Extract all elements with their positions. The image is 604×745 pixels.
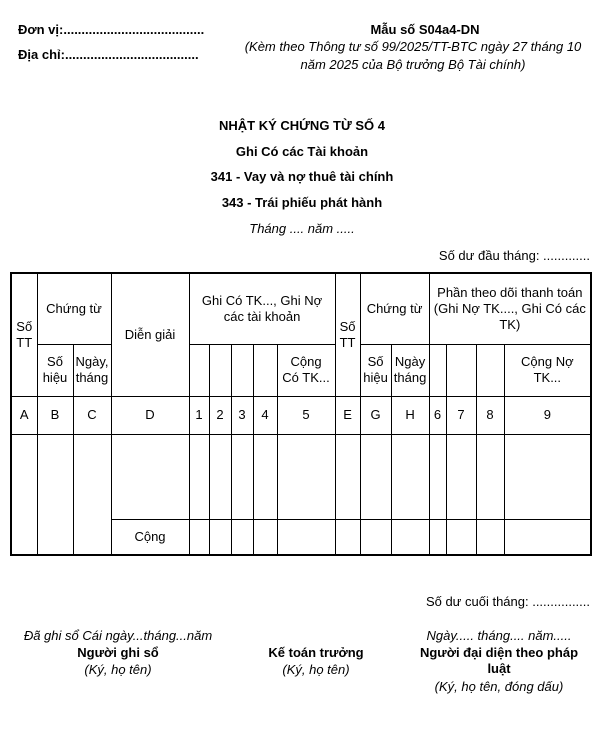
code-cell: 6 [429,396,446,434]
code-cell: D [111,396,189,434]
body-cell [231,434,253,519]
code-cell: 3 [231,396,253,434]
total-cell [277,519,335,555]
header-cong-no: Cộng Nợ TK... [504,344,591,396]
body-cell [360,434,391,519]
code-cell: B [37,396,73,434]
header-so-hieu: Số hiệu [37,344,73,396]
address-label: Địa chỉ:..................................... [18,47,199,62]
header-blank-1 [189,344,209,396]
body-cell [73,434,111,555]
total-cell [391,519,429,555]
body-cell [391,434,429,519]
code-cell: A [11,396,37,434]
form-note-line2: năm 2025 của Bộ trưởng Bộ Tài chính) [300,57,526,72]
total-cell [253,519,277,555]
body-cell [446,434,476,519]
header-chung-tu-2: Chứng từ [360,273,429,344]
header-blank-2 [209,344,231,396]
body-cell [476,434,504,519]
code-cell: 8 [476,396,504,434]
body-cell [111,434,189,519]
header-so-hieu-2: Số hiệu [360,344,391,396]
title-sub3: 343 - Trái phiếu phát hành [221,195,383,210]
code-cell: 2 [209,396,231,434]
header-cong-co: Cộng Có TK... [277,344,335,396]
legal-rep-title-line2: luật [487,661,511,676]
header-theo-doi: Phần theo dõi thanh toán (Ghi Nợ TK...., Ghi Có các TK) [429,273,591,344]
body-cell [335,434,360,519]
total-cell [189,519,209,555]
ledger-table [10,272,592,556]
body-cell [37,434,73,555]
total-cell [476,519,504,555]
chief-accountant-title: Kế toán trưởng [268,645,364,660]
total-cell [446,519,476,555]
header-blank-6 [446,344,476,396]
total-cell [429,519,446,555]
body-cell [504,434,591,519]
period: Tháng .... năm ..... [249,221,355,236]
body-cell [209,434,231,519]
code-cell: 4 [253,396,277,434]
header-dien-giai: Diễn giải [111,273,189,396]
total-label: Cộng [111,519,189,555]
unit-label: Đơn vị:....................................... [18,22,205,37]
total-cell [231,519,253,555]
header-ngay-thang-2: Ngày tháng [391,344,429,396]
header-chung-tu: Chứng từ [37,273,111,344]
title-sub1: Ghi Có các Tài khoản [235,144,369,159]
code-cell: 7 [446,396,476,434]
code-cell: H [391,396,429,434]
code-cell: C [73,396,111,434]
form-code: Mẫu số S04a4-DN [370,22,480,37]
legal-rep-title-line1: Người đại diện theo pháp [419,645,579,660]
body-cell [189,434,209,519]
recorded-date: Đã ghi sổ Cái ngày...tháng...năm [23,628,213,643]
total-cell [335,519,360,555]
code-cell: 1 [189,396,209,434]
body-cell [253,434,277,519]
bookkeeper-note: (Ký, họ tên) [84,662,152,677]
legal-rep-note: (Ký, họ tên, đóng dấu) [434,679,564,694]
opening-balance: Số dư đầu tháng: ............. [438,248,590,263]
header-ghi-co: Ghi Có TK..., Ghi Nợ các tài khoản [189,273,335,344]
body-cell [277,434,335,519]
form-note-line1: (Kèm theo Thông tư số 99/2025/TT-BTC ngày 27 tháng 10 [244,39,582,54]
page-title: NHẬT KÝ CHỨNG TỪ SỐ 4 [218,118,386,133]
header-ngay-thang: Ngày, tháng [73,344,111,396]
chief-accountant-note: (Ký, họ tên) [282,662,350,677]
total-cell [360,519,391,555]
header-so-tt: Số TT [11,273,37,396]
header-blank-4 [253,344,277,396]
total-cell [504,519,591,555]
code-cell: 9 [504,396,591,434]
code-cell: 5 [277,396,335,434]
header-blank-5 [429,344,446,396]
bookkeeper-title: Người ghi sổ [77,645,159,660]
body-cell [11,434,37,555]
code-cell: G [360,396,391,434]
header-so-tt-2: Số TT [335,273,360,396]
date-right: Ngày..... tháng.... năm..... [426,628,572,643]
title-sub2: 341 - Vay và nợ thuê tài chính [210,169,394,184]
body-cell [429,434,446,519]
code-cell: E [335,396,360,434]
closing-balance: Số dư cuối tháng: ................ [425,594,590,609]
header-blank-7 [476,344,504,396]
total-cell [209,519,231,555]
header-blank-3 [231,344,253,396]
